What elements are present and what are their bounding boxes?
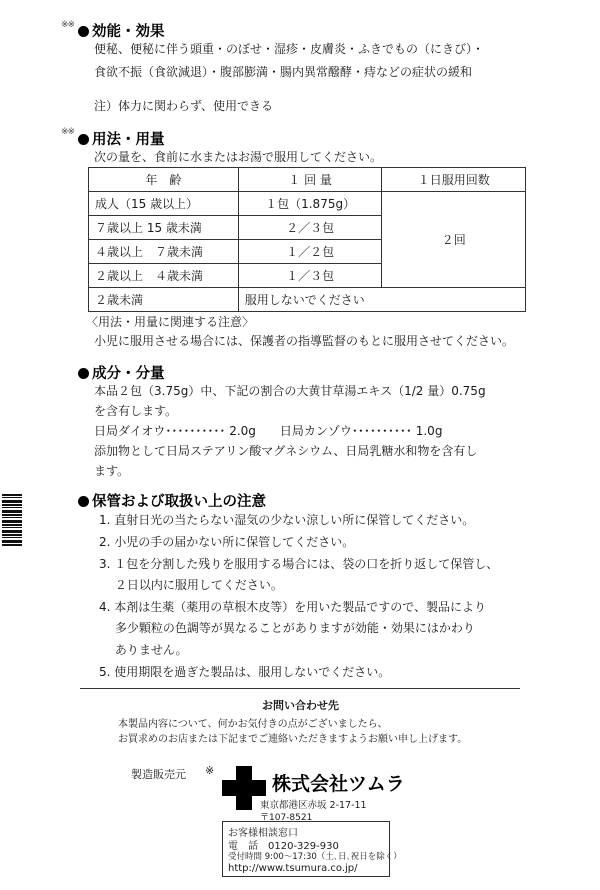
dose-cell: 服用しないでください: [238, 288, 525, 312]
header-dose: １ 回 量: [238, 168, 382, 192]
barcode-graphic: [2, 494, 22, 546]
times-cell: ２回: [382, 192, 526, 288]
table-row: [89, 192, 526, 216]
age-cell: ２歳以上 ４歳未満: [89, 264, 239, 288]
section-heading-storage: [78, 490, 266, 511]
bullet-icon: [78, 134, 89, 145]
section-divider: [80, 688, 520, 689]
section-heading-ingredients: [78, 362, 165, 383]
caution-title: 〈用法・用量に関連する注意〉: [86, 315, 255, 329]
storage-item: ２日以内に服用してください。: [99, 578, 283, 592]
postal-code: 〒107-8521: [260, 813, 313, 823]
ingredients-line: 本品２包（3.75g）中、下記の割合の大黄甘草湯エキス（1/2 量）0.75g: [94, 384, 486, 398]
ingredients-line: ます。: [94, 464, 130, 478]
age-cell: ７歳以上 15 歳未満: [89, 216, 239, 240]
ingredients-line: 添加物として日局ステアリン酸マグネシウム、日局乳糖水和物を含有し: [94, 444, 478, 458]
heading-label: 効能・効果: [92, 24, 165, 40]
age-cell: ４歳以上 ７歳未満: [89, 240, 239, 264]
inquiry-text: お買求めのお店または下記までご連絡いただきますようお願い申し上げます。: [118, 734, 468, 745]
company-address: 東京都港区赤坂 2-17-11: [260, 800, 367, 811]
revision-mark: ※※: [61, 127, 75, 137]
heading-label: 成分・分量: [92, 366, 165, 382]
dose-cell: ２／３包: [238, 216, 382, 240]
storage-item: 3. １包を分割した残りを服用する場合には、袋の口を折り返して保管し、: [99, 557, 499, 571]
contact-title: お客様相談窓口: [228, 828, 298, 839]
inquiry-title: お問い合わせ先: [262, 699, 339, 712]
dosage-table: [88, 167, 526, 312]
header-age: 年 齢: [89, 168, 239, 192]
dose-cell: １／２包: [238, 240, 382, 264]
effects-line: 食欲不振（食欲減退）・腹部膨満・腸内異常醱酵・痔などの症状の緩和: [94, 65, 473, 79]
table-row: [89, 288, 526, 312]
bullet-icon: [78, 496, 89, 507]
bullet-icon: [78, 26, 89, 37]
heading-label: 保管および取扱い上の注意: [92, 494, 266, 510]
contact-hours: 受付時間 9:00～17:30（土､日､祝日を除く）: [228, 852, 402, 862]
storage-item: 4. 本剤は生薬（薬用の草根木皮等）を用いた製品ですので、製品により: [99, 600, 487, 614]
storage-item: 2. 小児の手の届かない所に保管してください。: [99, 535, 355, 549]
caution-text: 小児に服用させる場合には、保護者の指導監督のもとに服用させてください。: [94, 334, 515, 348]
storage-item: 1. 直射日光の当たらない湿気の少ない涼しい所に保管してください。: [99, 513, 475, 527]
bullet-icon: [78, 368, 89, 379]
dose-cell: １／３包: [238, 264, 382, 288]
age-cell: 成人（15 歳以上）: [89, 192, 239, 216]
ingredients-line: を含有します。: [94, 404, 178, 418]
contact-url[interactable]: http://www.tsumura.co.jp/: [228, 863, 358, 874]
ingredients-line: 日局ダイオウ･･････････ 2.0g 日局カンゾウ･･････････ 1.0g: [94, 424, 443, 438]
section-heading-effects: [78, 20, 165, 41]
company-name: 株式会社ツムラ: [272, 773, 405, 795]
effects-note: 注）体力に関わらず、使用できる: [94, 99, 274, 113]
effects-line: 便秘、便秘に伴う頭重・のぼせ・湿疹・皮膚炎・ふきでもの（にきび）・: [94, 42, 485, 56]
storage-item: ありません。: [99, 643, 188, 657]
inquiry-text: 本製品内容について、何かお気付きの点がございましたら、: [118, 719, 388, 730]
heading-label: 用法・用量: [92, 132, 165, 148]
storage-item: 5. 使用期限を過ぎた製品は、服用しないでください。: [99, 665, 391, 679]
usage-intro: 次の量を、食前に水またはお湯で服用してください。: [94, 150, 383, 164]
table-header-row: [89, 168, 526, 192]
revision-mark: ※※: [61, 20, 75, 30]
dose-cell: １包（1.875g）: [238, 192, 382, 216]
contact-phone: 電 話 0120-329-930: [228, 841, 339, 852]
header-times: １日服用回数: [382, 168, 526, 192]
section-heading-usage: [78, 128, 165, 149]
manufacturer-label: 製造販売元: [131, 768, 186, 781]
storage-item: 多少顆粒の色調等が異なることがありますが効能・効果にはかわり: [99, 621, 475, 635]
revision-mark: ※: [205, 764, 215, 777]
age-cell: ２歳未満: [89, 288, 239, 312]
